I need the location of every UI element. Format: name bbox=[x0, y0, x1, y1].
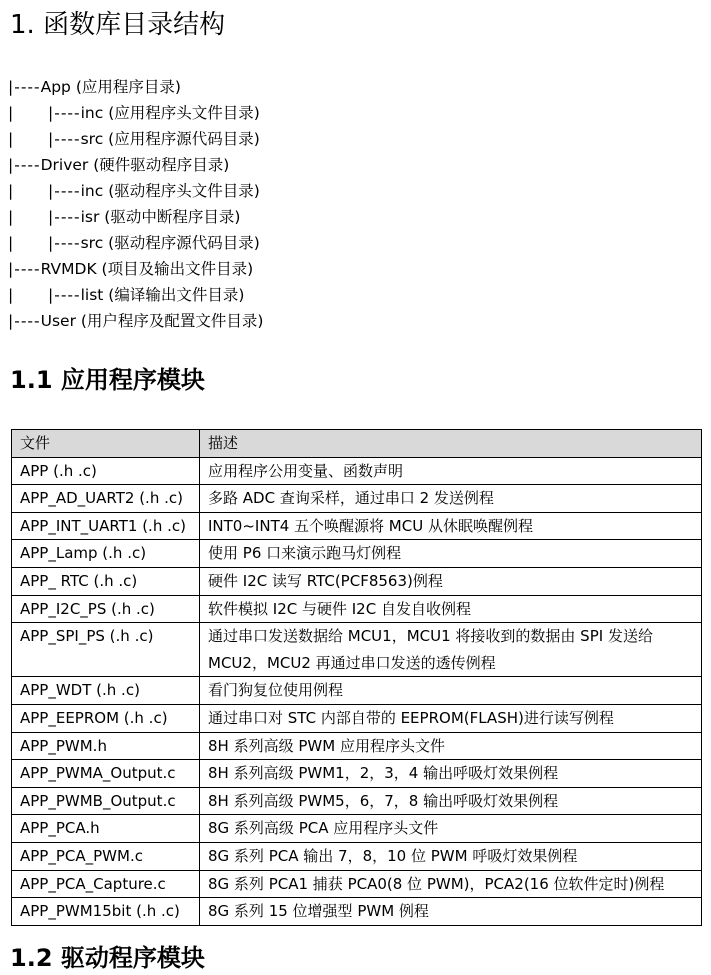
tree-prefix: |---- bbox=[8, 78, 41, 96]
file-cell: APP_EEPROM (.h .c) bbox=[12, 704, 200, 732]
table-row bbox=[12, 704, 702, 732]
description-cell: INT0~INT4 五个唤醒源将 MCU 从休眠唤醒例程 bbox=[200, 512, 702, 540]
description-cell: 8H 系列高级 PWM1，2，3，4 输出呼吸灯效果例程 bbox=[200, 760, 702, 788]
tree-prefix: |---- bbox=[48, 286, 81, 304]
file-cell: APP_SPI_PS (.h .c) bbox=[12, 623, 200, 677]
description-cell: 通过串口发送数据给 MCU1，MCU1 将接收到的数据由 SPI 发送给 MCU2，MCU2 再通过串口发送的透传例程 bbox=[200, 623, 702, 677]
tree-row-app-inc bbox=[8, 100, 263, 126]
file-cell: APP_PWM15bit (.h .c) bbox=[12, 898, 200, 926]
table-row bbox=[12, 870, 702, 898]
file-cell: APP_PWMA_Output.c bbox=[12, 760, 200, 788]
tree-label: inc (驱动程序头文件目录) bbox=[80, 182, 260, 200]
module-table bbox=[11, 429, 702, 926]
tree-prefix: |---- bbox=[48, 130, 81, 148]
table-row bbox=[12, 842, 702, 870]
tree-prefix: |---- bbox=[48, 208, 81, 226]
file-cell: APP_PCA_PWM.c bbox=[12, 842, 200, 870]
header-file: 文件 bbox=[12, 430, 200, 458]
tree-label: list (编译输出文件目录) bbox=[80, 286, 245, 304]
description-cell: 8H 系列高级 PWM 应用程序头文件 bbox=[200, 732, 702, 760]
description-cell: 8H 系列高级 PWM5，6，7，8 输出呼吸灯效果例程 bbox=[200, 787, 702, 815]
tree-row-rvmdk-list bbox=[8, 282, 263, 308]
file-cell: APP_INT_UART1 (.h .c) bbox=[12, 512, 200, 540]
file-cell: APP_I2C_PS (.h .c) bbox=[12, 595, 200, 623]
table-row bbox=[12, 485, 702, 513]
tree-prefix: |---- bbox=[8, 312, 41, 330]
description-cell: 看门狗复位使用例程 bbox=[200, 677, 702, 705]
section-heading-1-1: 1.1 应用程序模块 bbox=[10, 366, 205, 394]
table-row bbox=[12, 787, 702, 815]
table-row bbox=[12, 595, 702, 623]
table-row bbox=[12, 760, 702, 788]
tree-row-driver-inc bbox=[8, 178, 263, 204]
header-description: 描述 bbox=[200, 430, 702, 458]
tree-bar: | bbox=[8, 208, 14, 226]
tree-prefix: |---- bbox=[48, 104, 81, 122]
tree-row-rvmdk bbox=[8, 256, 263, 282]
table-row bbox=[12, 512, 702, 540]
tree-row-app-src bbox=[8, 126, 263, 152]
tree-label: src (应用程序源代码目录) bbox=[80, 130, 260, 148]
tree-label: src (驱动程序源代码目录) bbox=[80, 234, 260, 252]
table-row bbox=[12, 567, 702, 595]
table-row bbox=[12, 815, 702, 843]
table-row bbox=[12, 623, 702, 677]
tree-bar: | bbox=[8, 130, 14, 148]
tree-label: Driver (硬件驱动程序目录) bbox=[40, 156, 230, 174]
tree-bar: | bbox=[8, 104, 14, 122]
description-cell: 硬件 I2C 读写 RTC(PCF8563)例程 bbox=[200, 567, 702, 595]
description-cell: 8G 系列 PCA1 捕获 PCA0(8 位 PWM)，PCA2(16 位软件定时)例程 bbox=[200, 870, 702, 898]
table-row bbox=[12, 457, 702, 485]
file-cell: APP_PCA.h bbox=[12, 815, 200, 843]
description-cell: 多路 ADC 查询采样，通过串口 2 发送例程 bbox=[200, 485, 702, 513]
table-row bbox=[12, 732, 702, 760]
tree-row-app bbox=[8, 74, 263, 100]
description-cell: 8G 系列 15 位增强型 PWM 例程 bbox=[200, 898, 702, 926]
file-cell: APP_PCA_Capture.c bbox=[12, 870, 200, 898]
tree-prefix: |---- bbox=[48, 182, 81, 200]
tree-row-driver-src bbox=[8, 230, 263, 256]
tree-bar: | bbox=[8, 182, 14, 200]
tree-bar: | bbox=[8, 286, 14, 304]
tree-prefix: |---- bbox=[8, 260, 41, 278]
description-cell: 8G 系列高级 PCA 应用程序头文件 bbox=[200, 815, 702, 843]
tree-row-driver-isr bbox=[8, 204, 263, 230]
tree-prefix: |---- bbox=[8, 156, 41, 174]
file-cell: APP_Lamp (.h .c) bbox=[12, 540, 200, 568]
main-heading: 1. 函数库目录结构 bbox=[10, 10, 226, 40]
directory-tree bbox=[8, 74, 263, 334]
description-cell: 使用 P6 口来演示跑马灯例程 bbox=[200, 540, 702, 568]
file-cell: APP_WDT (.h .c) bbox=[12, 677, 200, 705]
file-cell: APP_ RTC (.h .c) bbox=[12, 567, 200, 595]
description-cell: 8G 系列 PCA 输出 7，8，10 位 PWM 呼吸灯效果例程 bbox=[200, 842, 702, 870]
tree-row-driver bbox=[8, 152, 263, 178]
file-cell: APP (.h .c) bbox=[12, 457, 200, 485]
description-cell: 通过串口对 STC 内部自带的 EEPROM(FLASH)进行读写例程 bbox=[200, 704, 702, 732]
table-row bbox=[12, 898, 702, 926]
tree-prefix: |---- bbox=[48, 234, 81, 252]
tree-label: App (应用程序目录) bbox=[40, 78, 181, 96]
tree-label: RVMDK (项目及输出文件目录) bbox=[40, 260, 254, 278]
file-cell: APP_PWMB_Output.c bbox=[12, 787, 200, 815]
tree-label: User (用户程序及配置文件目录) bbox=[40, 312, 264, 330]
section-heading-1-2: 1.2 驱动程序模块 bbox=[10, 944, 205, 972]
file-cell: APP_AD_UART2 (.h .c) bbox=[12, 485, 200, 513]
table-row bbox=[12, 540, 702, 568]
description-cell: 软件模拟 I2C 与硬件 I2C 自发自收例程 bbox=[200, 595, 702, 623]
file-cell: APP_PWM.h bbox=[12, 732, 200, 760]
table-row bbox=[12, 677, 702, 705]
tree-label: inc (应用程序头文件目录) bbox=[80, 104, 260, 122]
tree-bar: | bbox=[8, 234, 14, 252]
table-header-row bbox=[12, 430, 702, 458]
description-cell: 应用程序公用变量、函数声明 bbox=[200, 457, 702, 485]
tree-label: isr (驱动中断程序目录) bbox=[80, 208, 241, 226]
tree-row-user bbox=[8, 308, 263, 334]
